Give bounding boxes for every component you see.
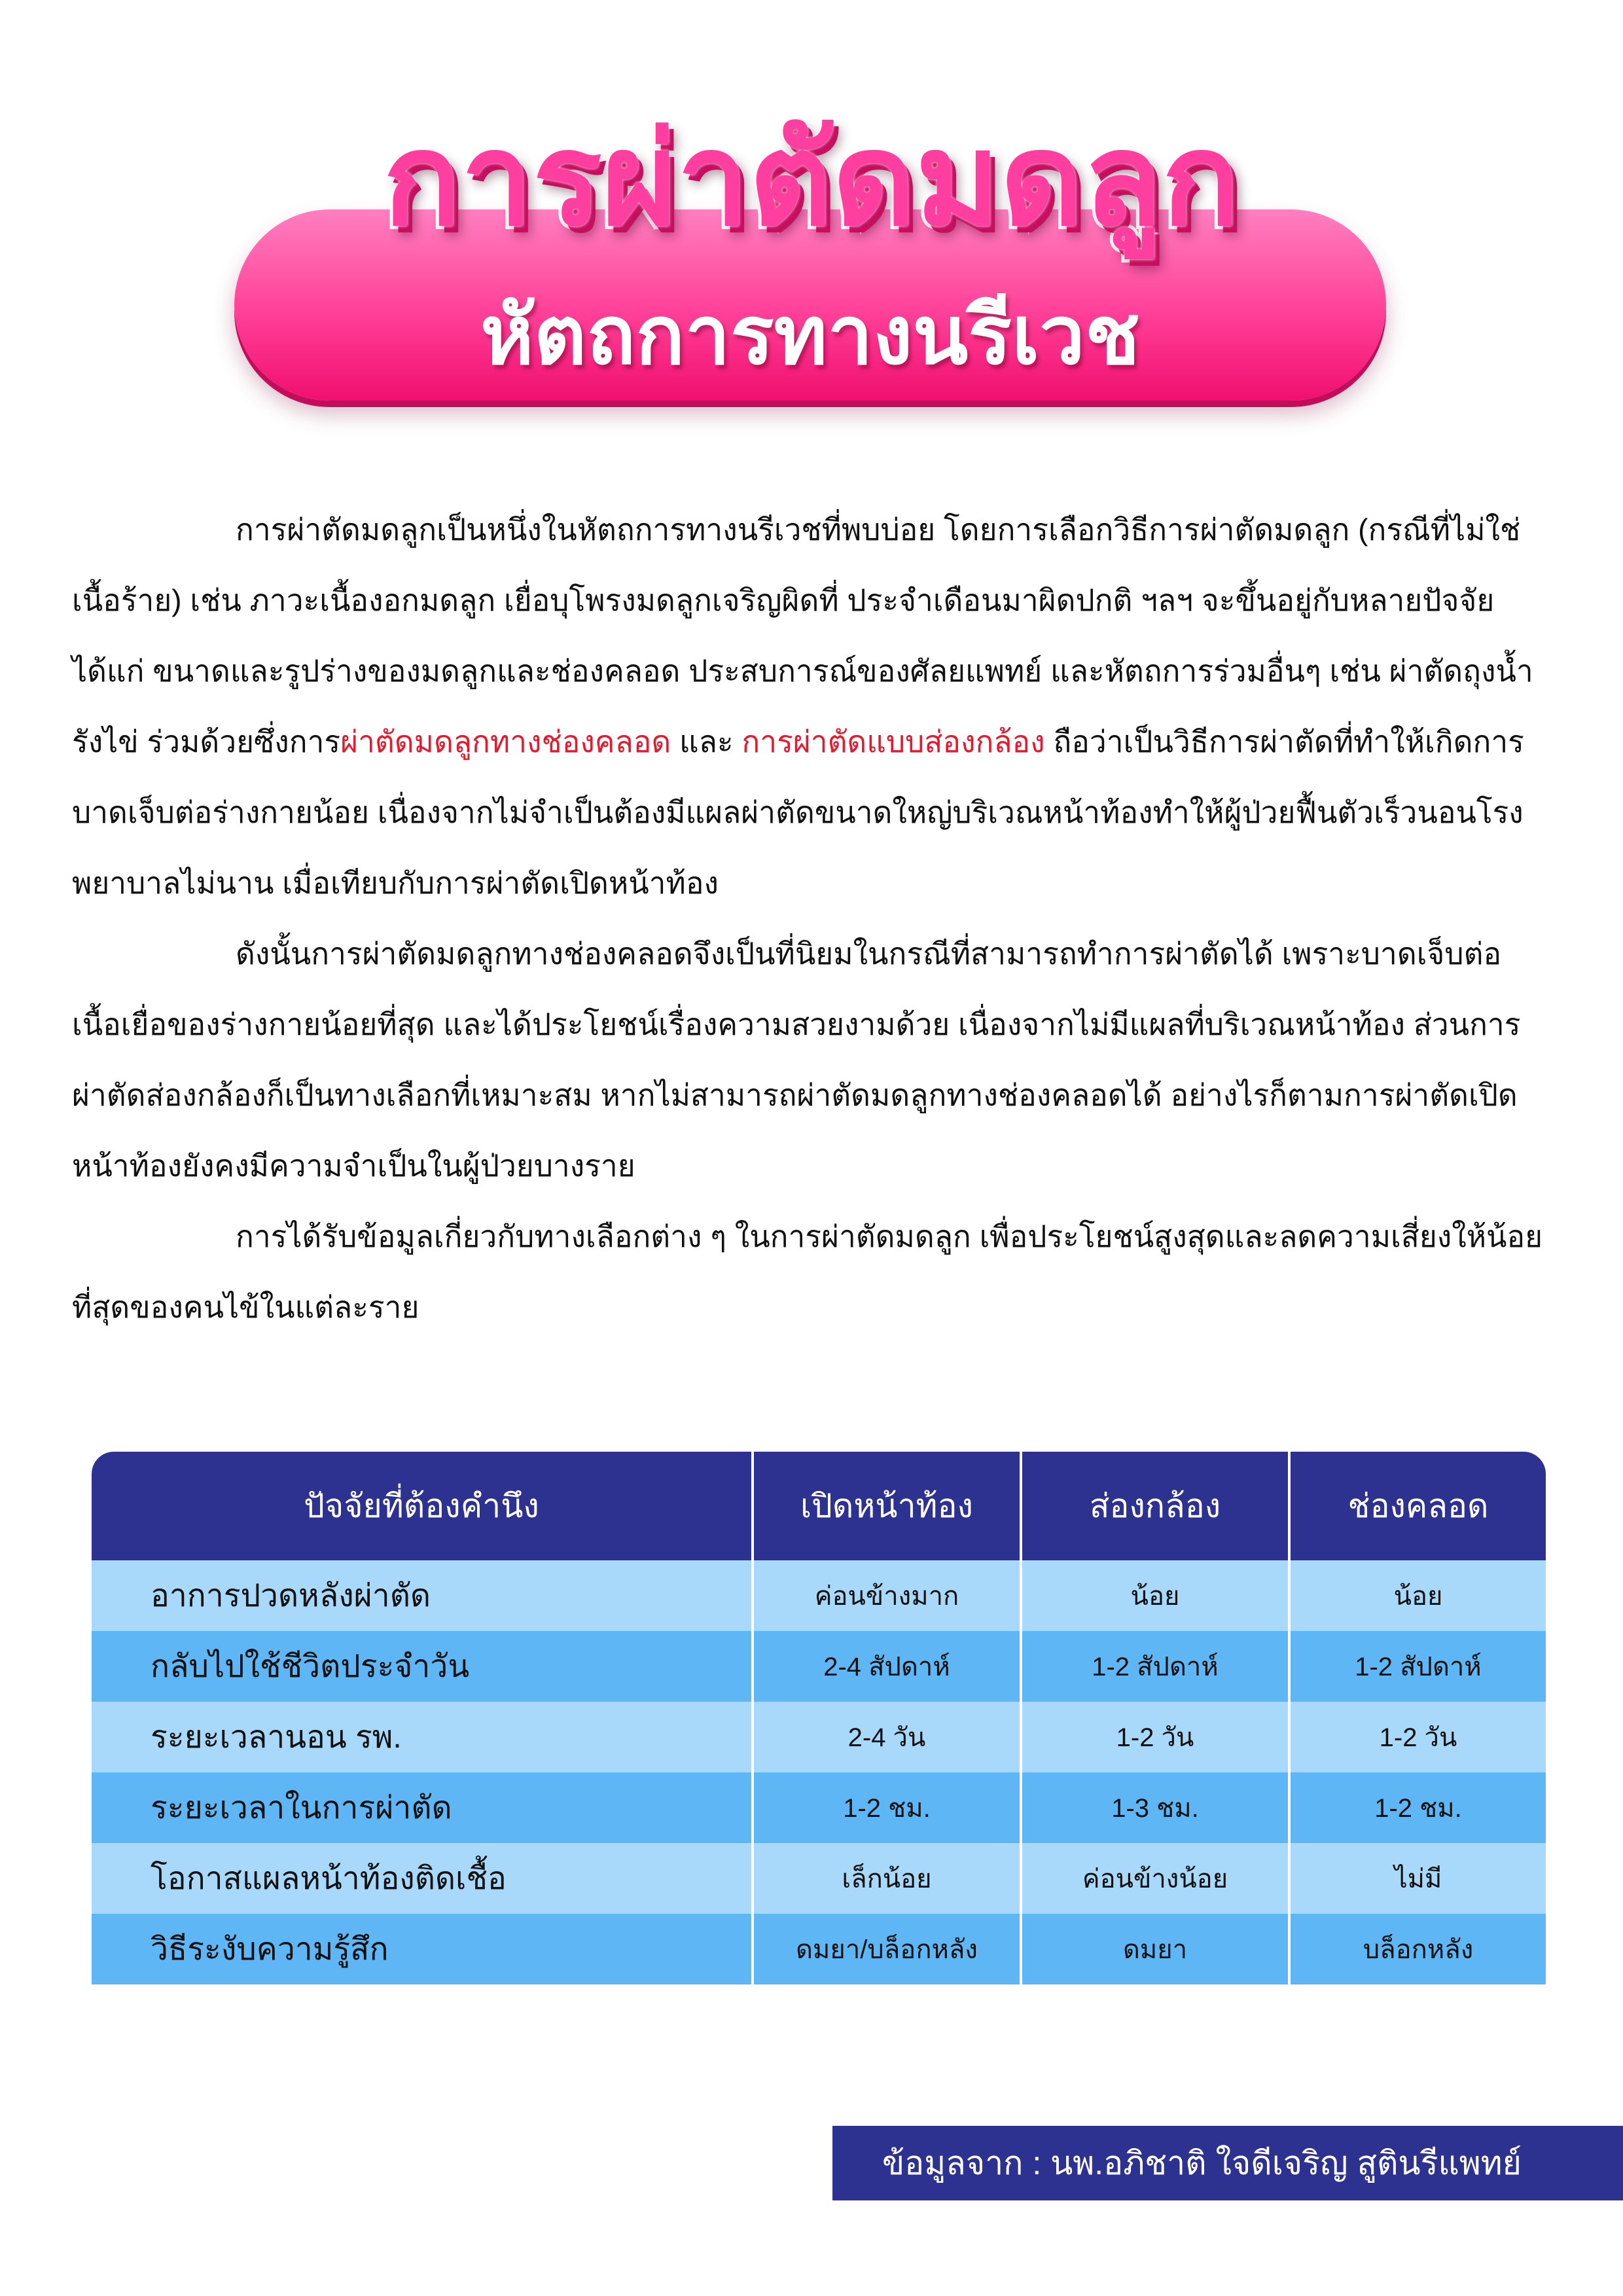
paragraph-1-text-c: ถือว่าเป็นวิธีการผ่าตัดที่ทำให้เกิดการบาดเจ็บต่อร่างกายน้อย เนื่องจากไม่จำเป็นต้องมีแผลผ่าตัดขนาดใหญ่บริเวณหน้าท้องทำให้ผู้ป่วยฟื้นตัวเร็วนอนโรงพยาบาลไม่นาน เมื่อเทียบกับการผ่าตัดเปิดหน้าท้อง bbox=[72, 725, 1524, 900]
cell-vaginal: 1-2 วัน bbox=[1289, 1702, 1546, 1772]
cell-vaginal: 1-2 ชม. bbox=[1289, 1772, 1546, 1843]
cell-abdominal: ดมยา/บล็อกหลัง bbox=[753, 1914, 1021, 1984]
table-row bbox=[92, 1631, 1546, 1702]
header-vaginal: ช่องคลอด bbox=[1289, 1452, 1546, 1560]
cell-laparoscopic: ค่อนข้างน้อย bbox=[1021, 1843, 1289, 1914]
paragraph-2: ดังนั้นการผ่าตัดมดลูกทางช่องคลอดจึงเป็นที่นิยมในกรณีที่สามารถทำการผ่าตัดได้ เพราะบาดเจ็บต่อเนื้อเยื่อของร่างกายน้อยที่สุด และได้ประโยชน์เรื่องความสวยงามด้วย เนื่องจากไม่มีแผลที่บริเวณหน้าท้อง ส่วนการผ่าตัดส่องกล้องก็เป็นทางเลือกที่เหมาะสม หากไม่สามารถผ่าตัดมดลูกทางช่องคลอดได้ อย่างไรก็ตามการผ่าตัดเปิดหน้าท้องยังคงมีความจำเป็นในผู้ป่วยบางราย bbox=[72, 937, 1521, 1183]
source-credit: ข้อมูลจาก : นพ.อภิชาติ ใจดีเจริญ สูตินรีแพทย์ bbox=[832, 2126, 1623, 2200]
row-label: วิธีระงับความรู้สึก bbox=[92, 1914, 753, 1984]
paragraph-3: การได้รับข้อมูลเกี่ยวกับทางเลือกต่าง ๆ ในการผ่าตัดมดลูก เพื่อประโยชน์สูงสุดและลดความเสี่ยงให้น้อยที่สุดของคนไข้ในแต่ละราย bbox=[72, 1219, 1543, 1324]
cell-abdominal: ค่อนข้างมาก bbox=[753, 1560, 1021, 1631]
header-laparoscopic: ส่องกล้อง bbox=[1021, 1452, 1289, 1560]
paragraph-1-text-a: การผ่าตัดมดลูกเป็นหนึ่งในหัตถการทางนรีเวชที่พบบ่อย โดยการเลือกวิธีการผ่าตัดมดลูก (กรณีที่ไม่ใช่เนื้อร้าย) เช่น ภาวะเนื้องอกมดลูก เยื่อบุโพรงมดลูกเจริญผิดที่ ประจำเดือนมาผิดปกติ ฯลฯ จะขึ้นอยู่กับหลายปัจจัย ได้แก่ ขนาดและรูปร่างของมดลูกและช่องคลอด ประสบการณ์ของศัลยแพทย์ และหัตถการร่วมอื่นๆ เช่น ผ่าตัดถุงน้ำรังไข่ ร่วมด้วยซึ่งการ bbox=[72, 512, 1533, 759]
cell-laparoscopic: 1-3 ชม. bbox=[1021, 1772, 1289, 1843]
comparison-table bbox=[92, 1452, 1546, 1984]
highlight-laparoscopic-surgery: การผ่าตัดแบบส่องกล้อง bbox=[741, 725, 1045, 759]
table-row bbox=[92, 1843, 1546, 1914]
paragraph-1 bbox=[72, 494, 1564, 918]
table-row bbox=[92, 1772, 1546, 1843]
cell-vaginal: น้อย bbox=[1289, 1560, 1546, 1631]
table-row bbox=[92, 1914, 1546, 1984]
cell-abdominal: เล็กน้อย bbox=[753, 1843, 1021, 1914]
cell-laparoscopic: 1-2 สัปดาห์ bbox=[1021, 1631, 1289, 1702]
article-body bbox=[72, 494, 1564, 1342]
highlight-vaginal-hysterectomy: ผ่าตัดมดลูกทางช่องคลอด bbox=[340, 725, 671, 759]
page-subtitle: หัตถการทางนรีเวช bbox=[480, 289, 1141, 383]
row-label: ระยะเวลาในการผ่าตัด bbox=[92, 1772, 753, 1843]
cell-abdominal: 1-2 ชม. bbox=[753, 1772, 1021, 1843]
paragraph-1-text-b: และ bbox=[671, 725, 742, 759]
table-header bbox=[92, 1452, 1546, 1560]
cell-abdominal: 2-4 วัน bbox=[753, 1702, 1021, 1772]
table-header-row bbox=[92, 1452, 1546, 1560]
cell-vaginal: ไม่มี bbox=[1289, 1843, 1546, 1914]
cell-vaginal: บล็อกหลัง bbox=[1289, 1914, 1546, 1984]
cell-vaginal: 1-2 สัปดาห์ bbox=[1289, 1631, 1546, 1702]
cell-laparoscopic: ดมยา bbox=[1021, 1914, 1289, 1984]
row-label: โอกาสแผลหน้าท้องติดเชื้อ bbox=[92, 1843, 753, 1914]
cell-laparoscopic: น้อย bbox=[1021, 1560, 1289, 1631]
comparison-table-grid bbox=[92, 1452, 1546, 1984]
row-label: ระยะเวลานอน รพ. bbox=[92, 1702, 753, 1772]
table-body bbox=[92, 1560, 1546, 1984]
row-label: อาการปวดหลังผ่าตัด bbox=[92, 1560, 753, 1631]
page-title: การผ่าตัดมดลูก bbox=[383, 105, 1240, 255]
cell-laparoscopic: 1-2 วัน bbox=[1021, 1702, 1289, 1772]
header-factor: ปัจจัยที่ต้องคำนึง bbox=[92, 1452, 753, 1560]
table-row bbox=[92, 1702, 1546, 1772]
row-label: กลับไปใช้ชีวิตประจำวัน bbox=[92, 1631, 753, 1702]
cell-abdominal: 2-4 สัปดาห์ bbox=[753, 1631, 1021, 1702]
header-abdominal: เปิดหน้าท้อง bbox=[753, 1452, 1021, 1560]
table-row bbox=[92, 1560, 1546, 1631]
